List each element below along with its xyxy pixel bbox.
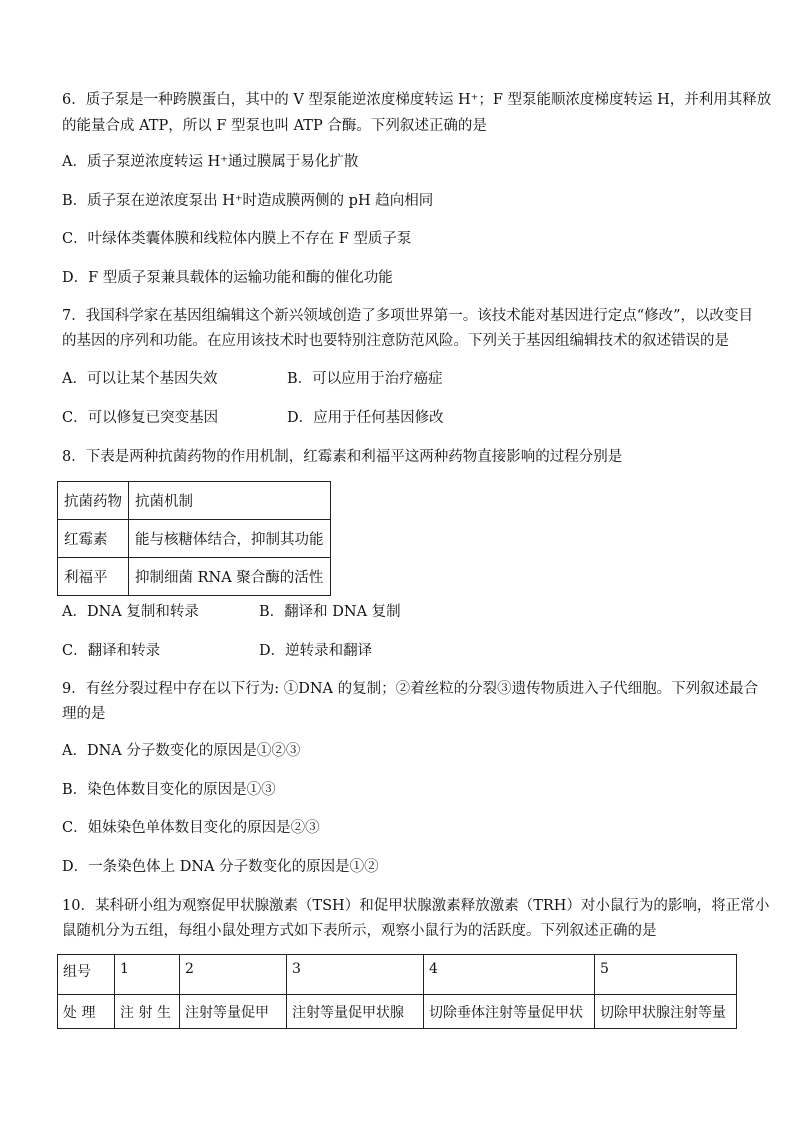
table-row — [58, 482, 331, 520]
q8-option-a: A．DNA 复制和转录 — [62, 604, 199, 620]
q7-stem-line1: 7．我国科学家在基因组编辑这个新兴领域创造了多项世界第一。该技术能对基因进行定点“修改”，以改变目 — [62, 308, 754, 324]
table-row — [58, 995, 737, 1029]
table-cell: 处 理 — [58, 995, 115, 1029]
q8-option-c: C．翻译和转录 — [62, 643, 161, 659]
q7-option-c: C．可以修复已突变基因 — [62, 410, 219, 426]
table-cell: 利福平 — [58, 558, 129, 596]
table-cell: 注射等量促甲 — [180, 995, 287, 1029]
table-cell: 1 — [115, 955, 180, 995]
table-row — [58, 520, 331, 558]
q9-option-a: A．DNA 分子数变化的原因是①②③ — [62, 743, 301, 759]
q10-stem-line2: 鼠随机分为五组，每组小鼠处理方式如下表所示，观察小鼠行为的活跃度。下列叙述正确的是 — [62, 923, 657, 939]
q8-option-b: B．翻译和 DNA 复制 — [259, 604, 401, 620]
q8-drug-table — [57, 481, 331, 596]
table-row — [58, 955, 737, 995]
table-cell: 切除垂体注射等量促甲状 — [424, 995, 595, 1029]
table-cell: 红霉素 — [58, 520, 129, 558]
table-cell: 切除甲状腺注射等量 — [595, 995, 737, 1029]
table-cell: 抗菌机制 — [129, 482, 331, 520]
table-cell: 5 — [595, 955, 737, 995]
q7-option-d: D．应用于任何基因修改 — [287, 410, 444, 426]
q9-option-c: C．姐妹染色单体数目变化的原因是②③ — [62, 820, 320, 836]
table-cell: 能与核糖体结合，抑制其功能 — [129, 520, 331, 558]
table-cell: 3 — [287, 955, 424, 995]
table-cell: 注 射 生 — [115, 995, 180, 1029]
q10-stem-line1: 10．某科研小组为观察促甲状腺激素（TSH）和促甲状腺激素释放激素（TRH）对小鼠行为的影响，将正常小 — [62, 898, 770, 914]
q6-option-c: C．叶绿体类囊体膜和线粒体内膜上不存在 F 型质子泵 — [62, 231, 412, 247]
table-cell: 注射等量促甲状腺 — [287, 995, 424, 1029]
q6-stem-line2: 的能量合成 ATP，所以 F 型泵也叫 ATP 合酶。下列叙述正确的是 — [62, 118, 487, 134]
q6-stem-line1: 6．质子泵是一种跨膜蛋白，其中的 V 型泵能逆浓度梯度转运 H⁺；F 型泵能顺浓度梯度转运 H，并利用其释放 — [62, 92, 772, 108]
table-cell: 抑制细菌 RNA 聚合酶的活性 — [129, 558, 331, 596]
q8-option-d: D．逆转录和翻译 — [259, 643, 373, 659]
q7-stem-line2: 的基因的序列和功能。在应用该技术时也要特别注意防范风险。下列关于基因组编辑技术的叙述错误的是 — [62, 333, 729, 349]
table-cell: 抗菌药物 — [58, 482, 129, 520]
table-cell: 组号 — [58, 955, 115, 995]
q7-option-b: B．可以应用于治疗癌症 — [287, 371, 443, 387]
q9-option-d: D．一条染色体上 DNA 分子数变化的原因是①② — [62, 859, 379, 875]
q7-option-a: A．可以让某个基因失效 — [62, 371, 218, 387]
q9-stem-line1: 9．有丝分裂过程中存在以下行为: ①DNA 的复制；②着丝粒的分裂③遗传物质进入子代细胞。下列叙述最合 — [62, 681, 759, 697]
q6-option-d: D．F 型质子泵兼具载体的运输功能和酶的催化功能 — [62, 270, 393, 286]
table-row — [58, 558, 331, 596]
q10-group-table — [57, 954, 737, 1029]
table-cell: 2 — [180, 955, 287, 995]
q6-option-a: A．质子泵逆浓度转运 H⁺通过膜属于易化扩散 — [62, 154, 359, 170]
q9-stem-line2: 理的是 — [62, 706, 106, 722]
q6-option-b: B．质子泵在逆浓度泵出 H⁺时造成膜两侧的 pH 趋向相同 — [62, 193, 434, 209]
table-cell: 4 — [424, 955, 595, 995]
q9-option-b: B．染色体数目变化的原因是①③ — [62, 782, 276, 798]
q8-stem: 8．下表是两种抗菌药物的作用机制，红霉素和利福平这两种药物直接影响的过程分别是 — [62, 449, 623, 465]
